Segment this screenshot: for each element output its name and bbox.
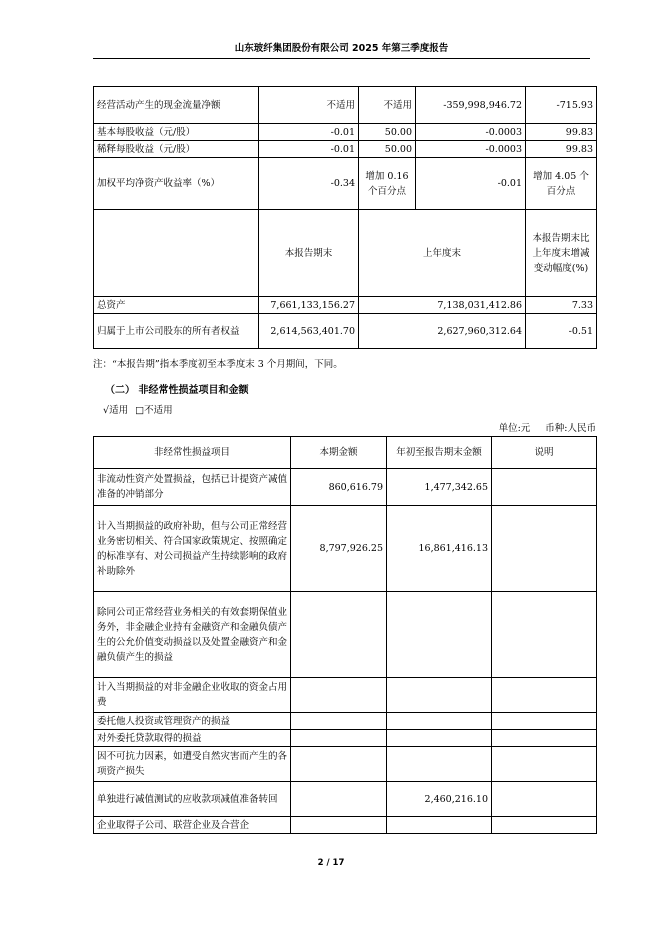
remark-cell bbox=[492, 730, 597, 747]
value-cell: -0.51 bbox=[526, 314, 597, 349]
table-note: 注：“本报告期”指本季度初至本季度末 3 个月期间，下同。 bbox=[93, 359, 343, 370]
non-recurring-items-table bbox=[93, 436, 597, 834]
table-row bbox=[94, 141, 597, 158]
table-row bbox=[94, 713, 597, 730]
value-cell: 不适用 bbox=[359, 87, 416, 124]
remark-cell bbox=[492, 713, 597, 730]
table-header-row bbox=[94, 437, 597, 469]
value-cell: -0.01 bbox=[259, 141, 359, 158]
row-label: 归属于上市公司股东的所有者权益 bbox=[94, 314, 259, 349]
applicability-options bbox=[103, 402, 177, 416]
row-label: 基本每股收益（元/股） bbox=[94, 124, 259, 141]
applicable-option bbox=[103, 405, 128, 416]
header-cell: 本期金额 bbox=[291, 437, 387, 469]
remark-cell bbox=[492, 747, 597, 782]
value-cell: 增加 4.05 个百分点 bbox=[526, 158, 597, 210]
value-cell bbox=[387, 713, 492, 730]
checkmark-icon: √ bbox=[103, 405, 110, 416]
table-row bbox=[94, 87, 597, 124]
value-cell: 7,138,031,412.86 bbox=[359, 297, 526, 314]
table-row bbox=[94, 817, 597, 834]
remark-cell bbox=[492, 506, 597, 592]
value-cell bbox=[387, 747, 492, 782]
unit-line bbox=[487, 420, 596, 434]
value-cell: 8,797,926.25 bbox=[291, 506, 387, 592]
key-financial-data-table bbox=[93, 86, 597, 349]
header-cell: 年初至报告期末金额 bbox=[387, 437, 492, 469]
not-applicable-label: 不适用 bbox=[144, 405, 173, 416]
value-cell: -359,998,946.72 bbox=[416, 87, 526, 124]
value-cell bbox=[291, 747, 387, 782]
item-cell: 因不可抗力因素，如遭受自然灾害而产生的各项资产损失 bbox=[94, 747, 291, 782]
item-cell: 计入当期损益的对非金融企业收取的资金占用费 bbox=[94, 678, 291, 713]
value-cell: 2,627,960,312.64 bbox=[359, 314, 526, 349]
value-cell: -0.34 bbox=[259, 158, 359, 210]
applicable-label: 适用 bbox=[109, 405, 129, 416]
remark-cell bbox=[492, 782, 597, 817]
value-cell bbox=[387, 678, 492, 713]
value-cell: 99.83 bbox=[526, 141, 597, 158]
value-cell: -0.0003 bbox=[416, 124, 526, 141]
item-cell: 单独进行减值测试的应收款项减值准备转回 bbox=[94, 782, 291, 817]
subheader-current: 本报告期末 bbox=[259, 210, 359, 297]
blank-cell bbox=[94, 210, 259, 297]
unit-label: 单位:元 bbox=[498, 423, 531, 434]
value-cell bbox=[387, 592, 492, 678]
value-cell: -0.01 bbox=[259, 124, 359, 141]
section-title: （二） 非经常性损益项目和金额 bbox=[105, 385, 249, 396]
value-cell: 7.33 bbox=[526, 297, 597, 314]
value-cell: 50.00 bbox=[359, 124, 416, 141]
subheader-change: 本报告期末比上年度末增减变动幅度(%) bbox=[526, 210, 597, 297]
item-cell: 委托他人投资或管理资产的损益 bbox=[94, 713, 291, 730]
value-cell: -715.93 bbox=[526, 87, 597, 124]
value-cell: -0.0003 bbox=[416, 141, 526, 158]
value-cell: 不适用 bbox=[259, 87, 359, 124]
table-row bbox=[94, 782, 597, 817]
header-cell: 非经常性损益项目 bbox=[94, 437, 291, 469]
checkbox-icon: □ bbox=[135, 405, 145, 416]
value-cell bbox=[291, 817, 387, 834]
remark-cell bbox=[492, 592, 597, 678]
item-cell: 企业取得子公司、联营企业及合营企 bbox=[94, 817, 291, 834]
value-cell: 2,614,563,401.70 bbox=[259, 314, 359, 349]
table-row bbox=[94, 158, 597, 210]
table-row bbox=[94, 124, 597, 141]
value-cell bbox=[291, 713, 387, 730]
row-label: 稀释每股收益（元/股） bbox=[94, 141, 259, 158]
value-cell: 50.00 bbox=[359, 141, 416, 158]
currency-label: 币种:人民币 bbox=[545, 423, 596, 434]
value-cell: 16,861,416.13 bbox=[387, 506, 492, 592]
value-cell: 860,616.79 bbox=[291, 469, 387, 506]
table-subheader-row bbox=[94, 210, 597, 297]
page-number: 2 / 17 bbox=[317, 858, 345, 868]
table-row bbox=[94, 297, 597, 314]
remark-cell bbox=[492, 469, 597, 506]
table-row bbox=[94, 592, 597, 678]
value-cell bbox=[291, 678, 387, 713]
value-cell: 2,460,216.10 bbox=[387, 782, 492, 817]
table-row bbox=[94, 314, 597, 349]
value-cell: 99.83 bbox=[526, 124, 597, 141]
row-label: 加权平均净资产收益率（%） bbox=[94, 158, 259, 210]
row-label: 经营活动产生的现金流量净额 bbox=[94, 87, 259, 124]
table-row bbox=[94, 678, 597, 713]
value-cell bbox=[291, 730, 387, 747]
value-cell bbox=[291, 592, 387, 678]
table-row bbox=[94, 506, 597, 592]
value-cell bbox=[387, 730, 492, 747]
table-row bbox=[94, 469, 597, 506]
value-cell bbox=[387, 817, 492, 834]
subheader-last-year-end: 上年度末 bbox=[359, 210, 526, 297]
value-cell: -0.01 bbox=[416, 158, 526, 210]
value-cell: 7,661,133,156.27 bbox=[259, 297, 359, 314]
remark-cell bbox=[492, 817, 597, 834]
item-cell: 计入当期损益的政府补助，但与公司正常经营业务密切相关、符合国家政策规定、按照确定的标准享有、对公司损益产生持续影响的政府补助除外 bbox=[94, 506, 291, 592]
item-cell: 除同公司正常经营业务相关的有效套期保值业务外，非金融企业持有金融资产和金融负债产生的公允价值变动损益以及处置金融资产和金融负债产生的损益 bbox=[94, 592, 291, 678]
item-cell: 对外委托贷款取得的损益 bbox=[94, 730, 291, 747]
value-cell bbox=[291, 782, 387, 817]
row-label: 总资产 bbox=[94, 297, 259, 314]
remark-cell bbox=[492, 678, 597, 713]
page-header: 山东玻纤集团股份有限公司 2025 年第三季度报告 bbox=[93, 40, 590, 59]
table-row bbox=[94, 747, 597, 782]
value-cell: 增加 0.16 个百分点 bbox=[359, 158, 416, 210]
value-cell: 1,477,342.65 bbox=[387, 469, 492, 506]
table-row bbox=[94, 730, 597, 747]
not-applicable-option bbox=[135, 405, 173, 416]
item-cell: 非流动性资产处置损益，包括已计提资产减值准备的冲销部分 bbox=[94, 469, 291, 506]
header-cell: 说明 bbox=[492, 437, 597, 469]
